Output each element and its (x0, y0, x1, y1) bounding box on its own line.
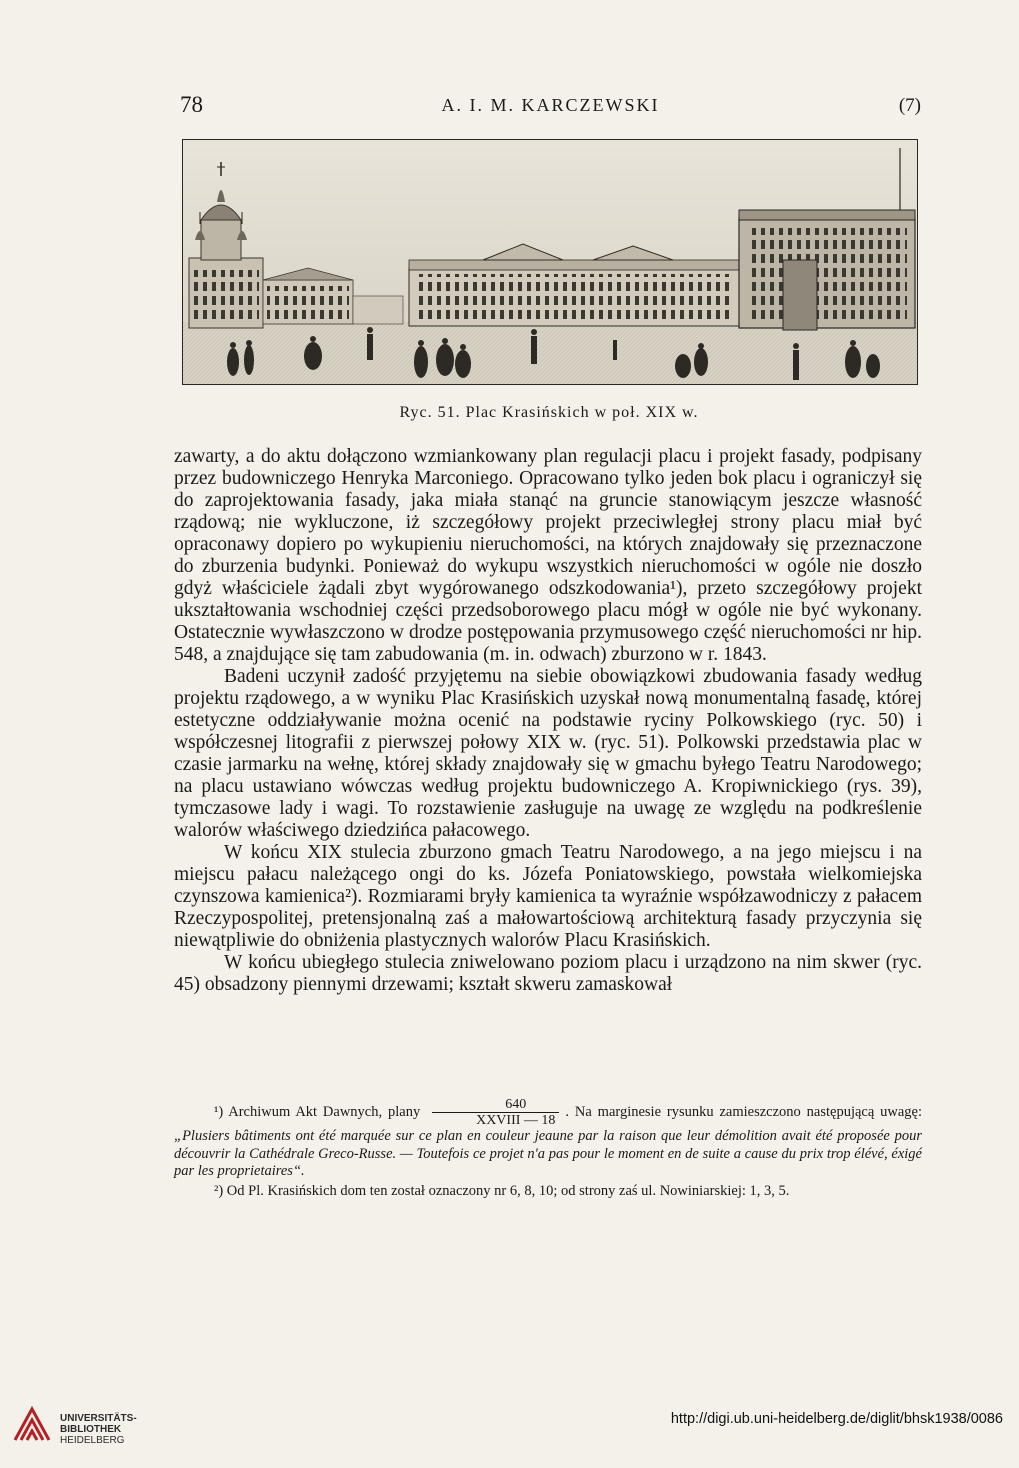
footnote-1-fraction (432, 1097, 559, 1128)
figure-caption: Ryc. 51. Plac Krasińskich w poł. XIX w. (399, 404, 699, 421)
fraction-denominator: XXVIII — 18 (432, 1112, 559, 1128)
fraction-numerator: 640 (505, 1097, 527, 1112)
paragraph-2: Badeni uczynił zadość przyjętemu na siebie obowiązkowi zbudowania fasady według projektu rządowego, a w wyniku Plac Krasińskich uzyskał nową monumentalną fasadę, której estetyczne oddziaływanie można ocenić na podstawie ryciny Polkowskiego (ryc. 50) i współczesnej litografii z pierwszej połowy XIX w. (ryc. 51). Polkowski przedstawia plac w czasie jarmarku na wełnę, której składy znajdowały się w gmachu byłego Teatru Narodowego; na placu ustawiano wówczas według projektu budowniczego A. Kropiwnickiego (rys. 39), tymczasowe lady i wagi. To rozstawienie zasługuje na uwagę ze względu na podkreślenie walorów właściwego dziedzińca pałacowego. (174, 666, 922, 841)
running-head (178, 92, 923, 122)
library-name (60, 1413, 137, 1446)
library-name-line-3: HEIDELBERG (60, 1435, 125, 1446)
source-url-link[interactable]: http://digi.ub.uni-heidelberg.de/diglit/bhsk1938/0086 (670, 1411, 1003, 1427)
footnote-1-quote: „Plusiers bâtiments ont été marquée sur ce plan en couleur jeaune par la raison que leur démolition avait été proposée pour découvrir la Cathédrale Greco-Russe. — Toutefois ce projet n'a pas pour le moment en de suite a cause du prix trop élévé, éxigé par les proprietaires“. (174, 1128, 922, 1179)
library-name-line-2: BIBLIOTHEK (60, 1424, 122, 1435)
footnote-1 (174, 1097, 922, 1181)
library-name-line-1: UNIVERSITÄTS- (60, 1413, 137, 1424)
footnote-2: ²) Od Pl. Krasińskich dom ten został oznaczony nr 6, 8, 10; od strony zaś ul. Nowiniarskiej: 1, 3, 5. (214, 1182, 790, 1199)
lithograph-illustration (183, 140, 917, 384)
university-library-logo-icon (12, 1405, 54, 1443)
footnote-1-lead: ¹) Archiwum Akt Dawnych, plany (214, 1103, 421, 1120)
paragraph-3: W końcu XIX stulecia zburzono gmach Teatru Narodowego, a na jego miejscu i na miejscu pałacu należącego ongi do ks. Józefa Poniatowskiego, powstała wielkomiejska czynszowa kamienica²). Rozmiarami bryły kamienica ta wyraźnie współzawodniczy z pałacem Rzeczypospolitej, pretensjonalną zaś a małowartościową architekturą fasady przyczynia się niewątpliwie do obniżenia plastycznych walorów Placu Krasińskich. (174, 842, 922, 951)
page-number: 78 (180, 92, 203, 117)
figure-plac-krasinskich (182, 139, 918, 385)
footnote-1-after: . Na marginesie rysunku zamieszczono następującą uwagę: (565, 1103, 923, 1120)
paragraph-4: W końcu ubiegłego stulecia zniwelowano poziom placu i urządzono na nim skwer (ryc. 45) obsadzony piennymi drzewami; kształt skweru zamaskował (174, 952, 922, 995)
body-text (174, 446, 922, 996)
running-author: A. I. M. KARCZEWSKI (441, 95, 660, 115)
paragraph-1: zawarty, a do aktu dołączono wzmiankowany plan regulacji placu i projekt fasady, podpisany przez budowniczego Henryka Marconiego. Opracowano tylko jeden bok placu i ograniczył się do zaprojektowania fasady, jaka miała stanąć na gruncie stanowiącym jeszcze własność rządową; nie wykluczone, iż szczegółowy projekt przeciwległej strony placu miał być opraconawy dopiero po wykupieniu nieruchomości, na których znajdowały się przeznaczone do zburzenia budynki. Ponieważ do wykupu wszystkich nieruchomości w ogóle nie doszło gdyż właściciele żądali zbyt wygórowanego odszkodowania¹), przeto szczegółowy projekt ukształtowania wschodniej części przedsoborowego placu mógł w ogóle nie być wykonany. Ostatecznie wywłaszczono w drodze postępowania przymusowego część nieruchomości nr hip. 548, a znajdujące się tam zabudowania (m. in. odwach) zburzono w r. 1843. (174, 446, 922, 665)
footnotes (174, 1097, 922, 1200)
section-number: (7) (898, 95, 921, 116)
